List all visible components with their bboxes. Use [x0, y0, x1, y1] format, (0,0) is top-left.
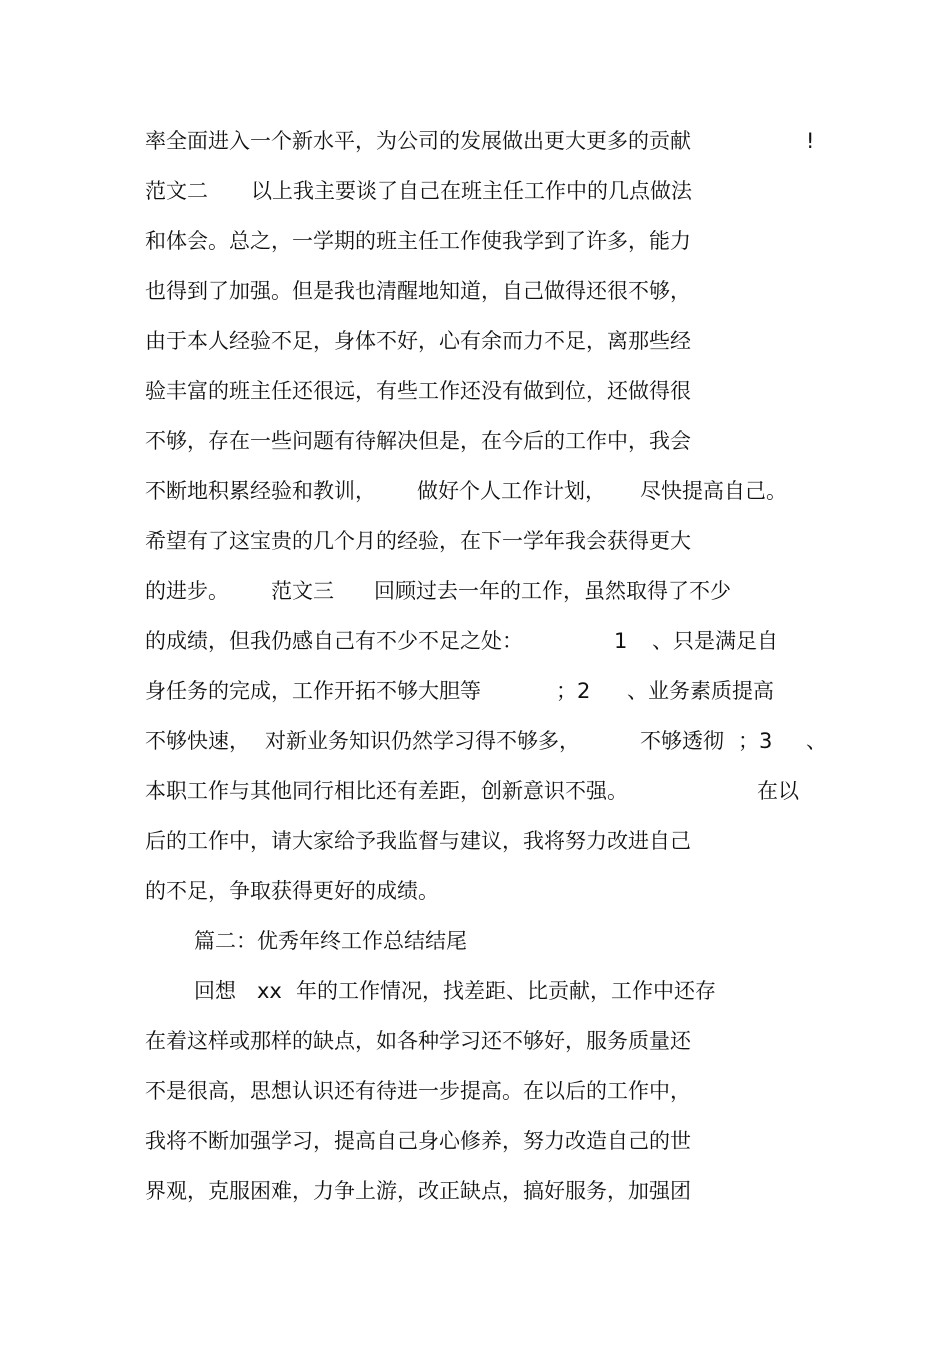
- text-segment: 本职工作与其他同行相比还有差距，创新意识不强。: [145, 779, 628, 803]
- text-segment: 界观，克服困难，力争上游，改正缺点，搞好服务，加强团: [145, 1179, 691, 1203]
- text-segment: 我将不断加强学习，提高自己身心修养，努力改造自己的世: [145, 1129, 691, 1153]
- text-segment: !: [806, 129, 815, 153]
- text-segment: 回顾过去一年的工作，虽然取得了不少: [374, 579, 731, 603]
- text-segment: 范文三: [271, 579, 334, 603]
- text-segment: 不是很高，思想认识还有待进一步提高。在以后的工作中，: [145, 1079, 691, 1103]
- text-segment: 验丰富的班主任还很远，有些工作还没有做到位，还做得很: [145, 379, 691, 403]
- text-segment: 也得到了加强。但是我也清醒地知道，自己做得还很不够，: [145, 279, 691, 303]
- text-segment: 篇二：优秀年终工作总结结尾: [194, 929, 467, 953]
- text-segment: 在着这样或那样的缺点，如各种学习还不够好，服务质量还: [145, 1029, 691, 1053]
- text-segment: 回想: [194, 979, 236, 1003]
- text-segment: 、: [806, 729, 827, 753]
- text-segment: 范文二: [145, 179, 208, 203]
- text-segment: 的成绩，但我仍感自己有不少不足之处：: [145, 629, 523, 653]
- text-segment: 、只是满足自: [652, 629, 778, 653]
- text-segment: 、业务素质提高: [627, 679, 774, 703]
- text-segment: 不断地积累经验和教训，: [145, 479, 376, 503]
- text-segment: 的不足，争取获得更好的成绩。: [145, 879, 439, 903]
- text-segment: 尽快提高自己。: [640, 479, 787, 503]
- text-segment: 在以: [757, 779, 799, 803]
- text-segment: 的进步。: [145, 579, 229, 603]
- text-segment: 1: [614, 629, 628, 653]
- text-segment: xx: [257, 979, 282, 1003]
- text-segment: 不够透彻: [640, 729, 724, 753]
- text-segment: 率全面进入一个新水平，为公司的发展做出更大更多的贡献: [145, 129, 691, 153]
- text-segment: 年的工作情况，找差距、比贡献，工作中还存: [296, 979, 716, 1003]
- text-segment: 以上我主要谈了自己在班主任工作中的几点做法: [251, 179, 692, 203]
- text-segment: 和体会。总之，一学期的班主任工作使我学到了许多，能力: [145, 229, 691, 253]
- text-segment: ；3: [738, 729, 773, 753]
- text-segment: 做好个人工作计划，: [417, 479, 606, 503]
- text-segment: 身任务的完成，工作开拓不够大胆等: [145, 679, 481, 703]
- text-segment: ；2: [556, 679, 591, 703]
- text-segment: 不够快速，: [145, 729, 250, 753]
- text-segment: 后的工作中，请大家给予我监督与建议，我将努力改进自己: [145, 829, 691, 853]
- text-segment: 希望有了这宝贵的几个月的经验，在下一学年我会获得更大: [145, 529, 691, 553]
- text-segment: 由于本人经验不足，身体不好，心有余而力不足，离那些经: [145, 329, 691, 353]
- text-segment: 对新业务知识仍然学习得不够多，: [265, 729, 580, 753]
- text-segment: 不够，存在一些问题有待解决但是，在今后的工作中，我会: [145, 429, 691, 453]
